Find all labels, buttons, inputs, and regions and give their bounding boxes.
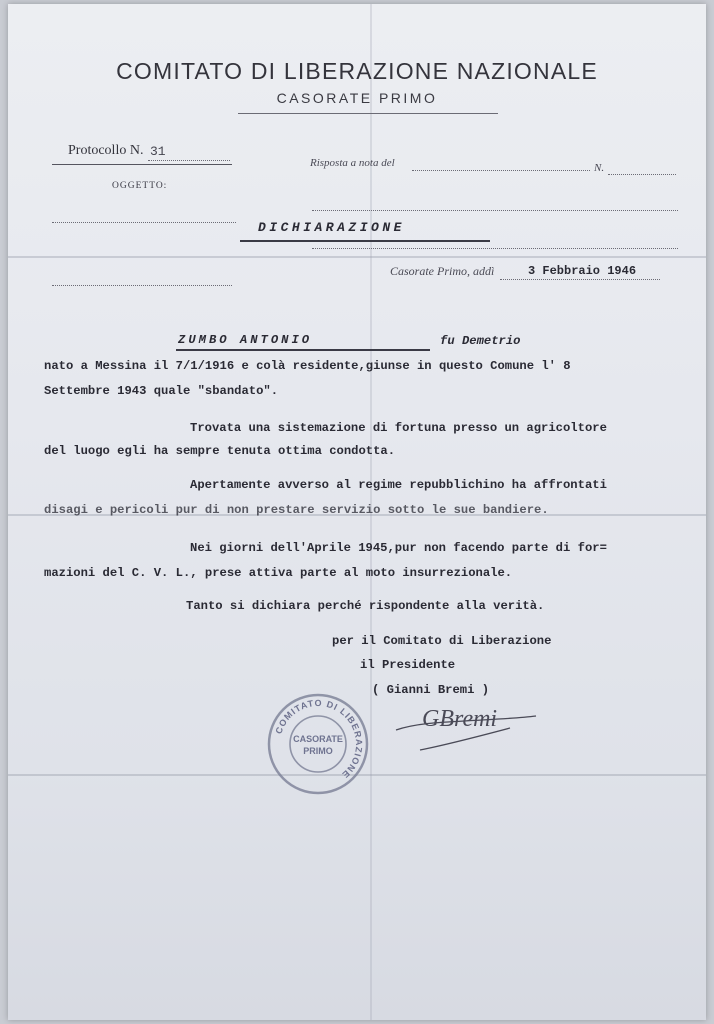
document-title: DICHIARAZIONE (258, 220, 405, 235)
paragraph-3-line-2: disagi e pericoli pur di non prestare servizio sotto le sue bandiere. (44, 503, 549, 517)
person-name: ZUMBO ANTONIO (178, 333, 313, 347)
document-date: 3 Febbraio 1946 (528, 264, 637, 278)
fold-line (8, 256, 706, 258)
paragraph-4-line-2: mazioni del C. V. L., prese attiva parte al moto insurrezionale. (44, 566, 513, 580)
subject-label: OGGETTO: (112, 181, 168, 191)
signoff-name: ( Gianni Bremi ) (372, 683, 490, 697)
stamp-ring-text: COMITATO DI LIBERAZIONE (273, 697, 365, 781)
committee-stamp (266, 692, 370, 796)
letterhead-title: COMITATO DI LIBERAZIONE NAZIONALE (116, 58, 598, 84)
paragraph-1-line-2: Settembre 1943 quale "sbandato". (44, 384, 279, 398)
subject-dotted-line-2 (52, 285, 232, 286)
closing-statement: Tanto si dichiara perché rispondente alla verità. (186, 599, 545, 613)
paragraph-1-line-1: nato a Messina il 7/1/1916 e colà residente,giunse in questo Comune l' 8 (44, 359, 571, 373)
president-signature (390, 692, 550, 762)
reply-dotted-line (412, 170, 590, 171)
signoff-president: il Presidente (360, 658, 456, 672)
reply-label: Risposta a nota del (310, 157, 395, 169)
letterhead-subtitle: CASORATE PRIMO (276, 90, 438, 106)
reply-number-dotted-line (608, 174, 676, 175)
name-underline (176, 349, 430, 351)
subject-dotted-line (52, 222, 236, 223)
reply-dotted-line-3 (312, 248, 678, 249)
protocol-value: 31 (150, 144, 166, 159)
protocol-rule (52, 164, 232, 165)
paragraph-4-line-1: Nei giorni dell'Aprile 1945,pur non facendo parte di for= (190, 541, 607, 555)
protocol-dotted-line (148, 160, 230, 161)
letterhead-rule (238, 113, 498, 114)
paragraph-2-line-2: del luogo egli ha sempre tenuta ottima condotta. (44, 444, 396, 458)
date-dotted-line (500, 279, 660, 280)
place-date-label: Casorate Primo, addì (390, 264, 495, 278)
reply-number-label: N. (594, 162, 605, 174)
signoff-committee: per il Comitato di Liberazione (332, 634, 552, 648)
signature-text: GBremi (422, 706, 498, 732)
stamp-center-line-1: CASORATE (293, 734, 343, 744)
protocol-label: Protocollo N. (68, 143, 144, 158)
title-underline (240, 240, 490, 242)
reply-dotted-line-2 (312, 210, 678, 211)
paragraph-3-line-1: Apertamente avverso al regime repubblichino ha affrontati (190, 478, 607, 492)
stamp-center-line-2: PRIMO (303, 746, 333, 756)
paragraph-2-line-1: Trovata una sistemazione di fortuna presso un agricoltore (190, 421, 607, 435)
person-name-suffix: fu Demetrio (440, 334, 521, 348)
